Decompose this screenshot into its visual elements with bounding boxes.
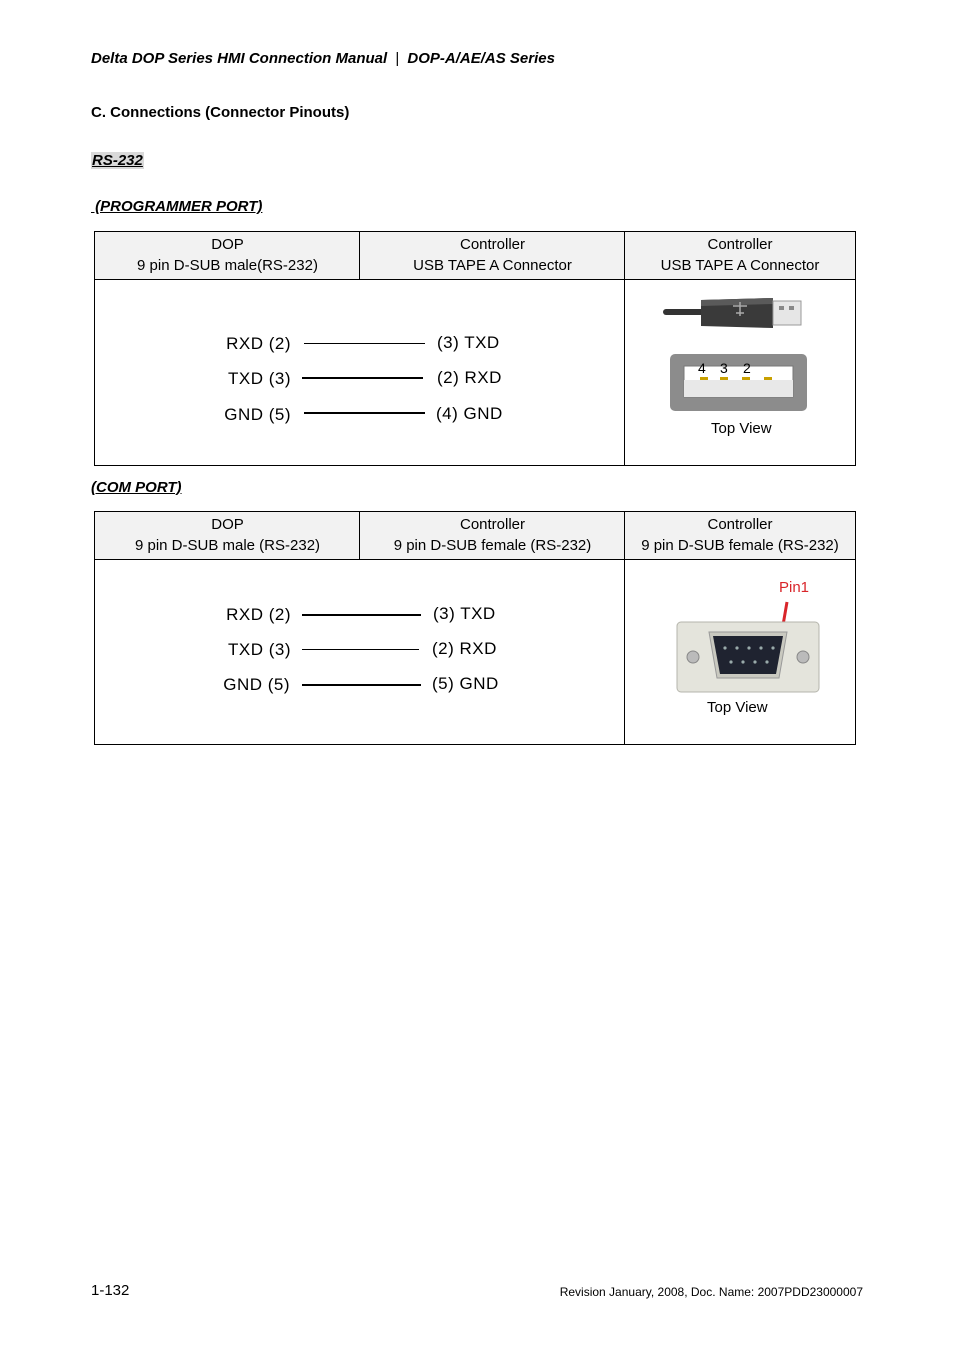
page-header bbox=[91, 50, 555, 67]
header-separator: | bbox=[395, 50, 400, 67]
programmer-port-label: (PROGRAMMER PORT) bbox=[91, 198, 263, 215]
header-line: DOP bbox=[211, 516, 244, 533]
column-divider bbox=[624, 279, 625, 465]
controller-signal-gnd: (4) GND bbox=[436, 404, 503, 423]
wire-txd bbox=[302, 377, 423, 379]
header-controller bbox=[359, 232, 625, 279]
wire-rxd bbox=[304, 343, 425, 344]
com-port-table bbox=[94, 511, 856, 745]
header-line: USB TAPE A Connector bbox=[413, 257, 572, 274]
header-line: Controller bbox=[707, 516, 773, 533]
controller-signal-rxd: (2) RXD bbox=[432, 639, 497, 658]
header-line: Controller bbox=[707, 236, 773, 253]
table-header-row bbox=[95, 232, 855, 280]
header-line: 9 pin D-SUB female (RS-232) bbox=[393, 537, 592, 554]
usb-plug-image bbox=[661, 294, 803, 332]
dop-signal-rxd: RXD (2) bbox=[226, 605, 291, 624]
header-controller-connector bbox=[624, 512, 855, 559]
column-divider bbox=[624, 559, 625, 744]
usb-pin-3: 3 bbox=[720, 360, 728, 376]
header-dop bbox=[95, 232, 360, 279]
wire-txd bbox=[302, 649, 419, 650]
header-line: 9 pin D-SUB female (RS-232) bbox=[641, 537, 839, 554]
dop-signal-gnd: GND (5) bbox=[224, 405, 291, 424]
section-title: C. Connections (Connector Pinouts) bbox=[91, 104, 350, 121]
rs232-label: RS-232 bbox=[92, 152, 143, 169]
db9-top-view-caption: Top View bbox=[707, 699, 768, 716]
pin1-label: Pin1 bbox=[779, 579, 810, 596]
table-header-row bbox=[95, 512, 855, 560]
controller-signal-gnd: (5) GND bbox=[432, 674, 499, 693]
manual-title: Delta DOP Series HMI Connection Manual bbox=[91, 50, 388, 67]
controller-signal-txd: (3) TXD bbox=[433, 604, 496, 623]
header-line: Controller bbox=[459, 236, 526, 253]
db9-connector-image bbox=[675, 600, 821, 694]
usb-receptacle-top-view bbox=[670, 354, 807, 411]
dop-signal-gnd: GND (5) bbox=[223, 675, 290, 694]
header-line: 9 pin D-SUB male (RS-232) bbox=[134, 537, 321, 554]
usb-pin-4: 4 bbox=[698, 360, 706, 376]
revision-info: Revision January, 2008, Doc. Name: 2007PDD23000007 bbox=[559, 1285, 863, 1299]
usb-top-view-caption: Top View bbox=[711, 420, 772, 437]
wire-rxd bbox=[302, 614, 421, 616]
controller-signal-rxd: (2) RXD bbox=[437, 368, 502, 387]
header-dop bbox=[95, 512, 360, 559]
dop-signal-rxd: RXD (2) bbox=[226, 334, 291, 353]
header-controller bbox=[359, 512, 625, 559]
header-line: USB TAPE A Connector bbox=[660, 257, 820, 274]
header-line: DOP bbox=[211, 236, 244, 253]
header-line: 9 pin D-SUB male(RS-232) bbox=[137, 257, 318, 274]
wire-gnd bbox=[302, 684, 421, 686]
manual-series: DOP-A/AE/AS Series bbox=[407, 50, 555, 67]
dop-signal-txd: TXD (3) bbox=[228, 640, 291, 659]
header-line: Controller bbox=[459, 516, 526, 533]
usb-pin-2: 2 bbox=[743, 360, 751, 376]
controller-signal-txd: (3) TXD bbox=[437, 333, 500, 352]
com-port-label: (COM PORT) bbox=[91, 479, 182, 496]
dop-signal-txd: TXD (3) bbox=[228, 369, 291, 388]
programmer-port-table bbox=[94, 231, 856, 466]
wire-gnd bbox=[304, 412, 425, 414]
header-controller-connector bbox=[624, 232, 855, 279]
page-number: 1-132 bbox=[91, 1282, 130, 1299]
